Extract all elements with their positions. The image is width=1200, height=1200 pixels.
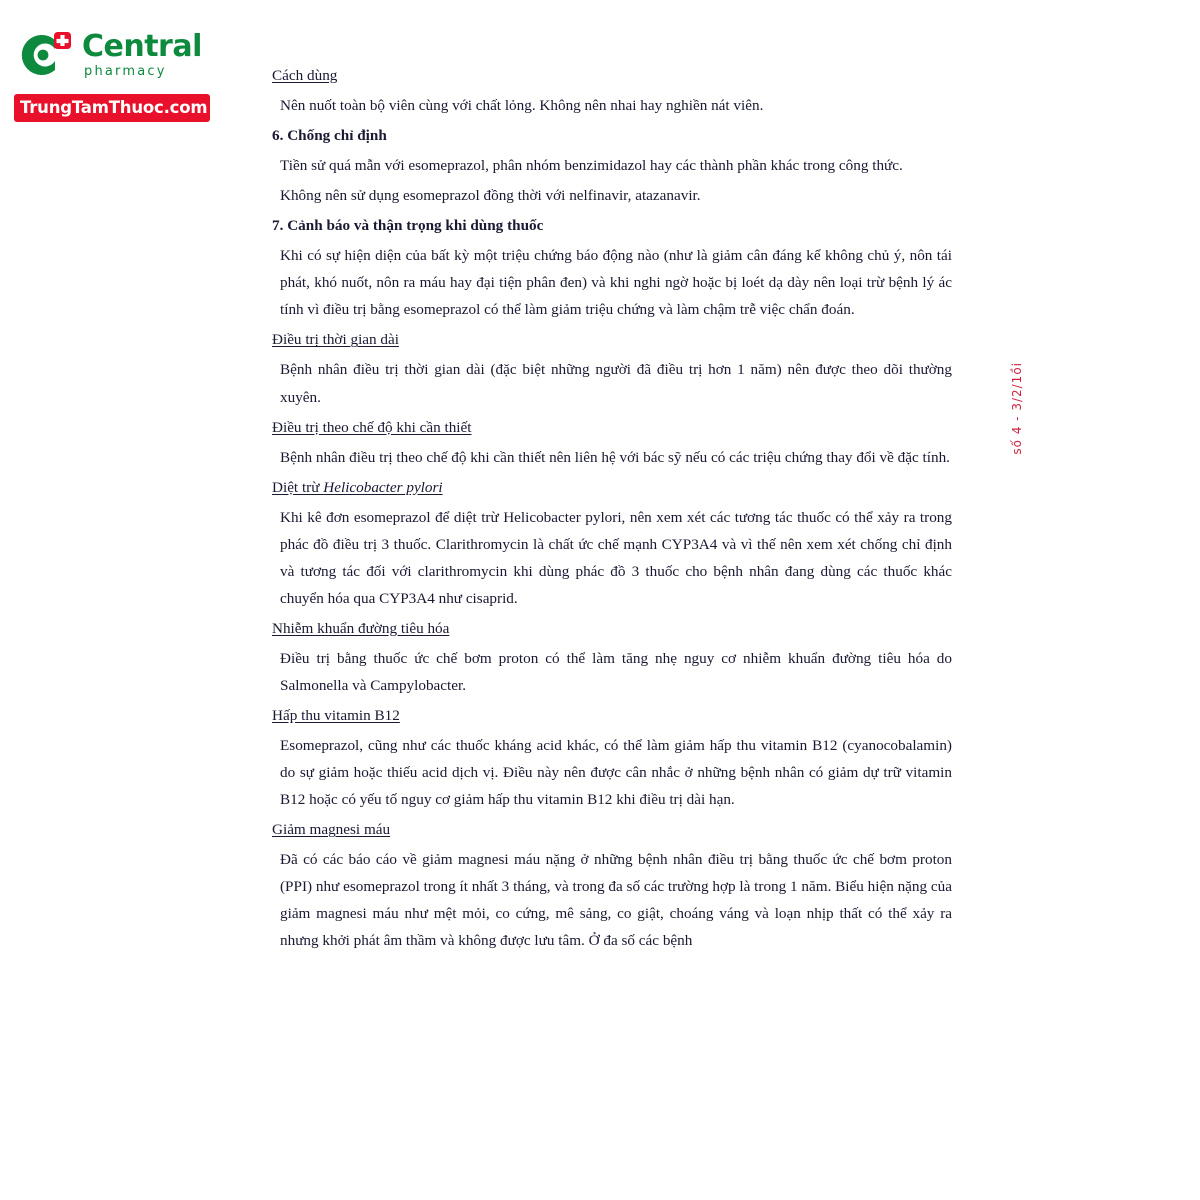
section-paragraph: Nên nuốt toàn bộ viên cùng với chất lỏng. Không nên nhai hay nghiền nát viên. [280,97,764,115]
logo-wordmark [82,29,202,79]
logo-brand-name: Central [82,29,202,64]
section-paragraph: Không nên sử dụng esomeprazol đồng thời với nelfinavir, atazanavir. [280,187,701,205]
logo-site-banner: TrungTamThuoc.com [14,94,210,122]
section-paragraph: Đã có các báo cáo về giảm magnesi máu nặng ở những bệnh nhân điều trị bằng thuốc ức chế bơm proton (PPI) như esomeprazol trong ít nhất 3 tháng, và trong đa số các trường hợp là trong 1 năm. Biểu hiện nặng của giảm magnesi máu như mệt mỏi, co cứng, mê sảng, co giật, choáng váng và loạn nhịp thất có thể xảy ra nhưng khởi phát âm thầm và không được lưu tâm. Ở đa số các bệnh [280,851,952,950]
central-pharmacy-logo-icon [14,26,72,84]
heading-text-italic: Helicobacter pylori [323,478,443,496]
section-heading: Hấp thu vitamin B12 [272,707,400,725]
site-watermark [14,26,230,122]
heading-text-plain: Diệt trừ [272,478,324,496]
section-heading: Điều trị theo chế độ khi cần thiết [272,418,472,436]
document-body [272,62,952,957]
section-heading: 7. Cảnh báo và thận trọng khi dùng thuốc [272,217,544,235]
section-paragraph: Bệnh nhân điều trị theo chế độ khi cần thiết nên liên hệ với bác sỹ nếu có các triệu chứng thay đổi về đặc tính. [280,448,950,466]
section-paragraph: Khi kê đơn esomeprazol để diệt trừ Helicobacter pylori, nên xem xét các tương tác thuốc có thể xảy ra trong phác đồ điều trị 3 thuốc. Clarithromycin là chất ức chế mạnh CYP3A4 và vì thế nên xem xét chống chỉ định và tương tác đối với clarithromycin khi dùng phác đồ 3 thuốc cho bệnh nhân đang dùng các thuốc khác chuyển hóa qua CYP3A4 như cisaprid. [280,508,952,607]
section-paragraph: Điều trị bằng thuốc ức chế bơm proton có thể làm tăng nhẹ nguy cơ nhiễm khuẩn đường tiêu hóa do Salmonella và Campylobacter. [280,649,952,694]
section-heading: Cách dùng [272,67,338,84]
section-paragraph: Tiền sử quá mẫn với esomeprazol, phân nhóm benzimidazol hay các thành phần khác trong công thức. [280,157,903,175]
logo-brand-sub: pharmacy [84,64,167,79]
section-paragraph: Esomeprazol, cũng như các thuốc kháng acid khác, có thể làm giảm hấp thu vitamin B12 (cyanocobalamin) do sự giảm hoặc thiếu acid dịch vị. Điều này nên được cân nhắc ở những bệnh nhân có giảm dự trữ vitamin B12 hoặc có yếu tố nguy cơ giảm hấp thu vitamin B12 khi điều trị dài hạn. [280,737,952,809]
section-heading: Nhiễm khuẩn đường tiêu hóa [272,619,450,637]
section-heading: Giảm magnesi máu [272,821,391,839]
section-paragraph: Bệnh nhân điều trị thời gian dài (đặc biệt những người đã điều trị hơn 1 năm) nên được theo dõi thường xuyên. [280,361,952,406]
section-heading-helicobacter [272,474,952,501]
handwritten-annotation: số 4 - 3/2/1ồi [1010,362,1024,455]
section-heading: Điều trị thời gian dài [272,331,399,349]
logo-row [14,26,230,84]
section-paragraph: Khi có sự hiện diện của bất kỳ một triệu chứng báo động nào (như là giảm cân đáng kể không chủ ý, nôn tái phát, khó nuốt, nôn ra máu hay đại tiện phân đen) và khi nghi ngờ hoặc bị loét dạ dày nên loại trừ bệnh lý ác tính vì điều trị bằng esomeprazol có thể làm giảm triệu chứng và làm chậm trễ việc chẩn đoán. [280,247,952,319]
section-heading: 6. Chống chỉ định [272,127,387,145]
